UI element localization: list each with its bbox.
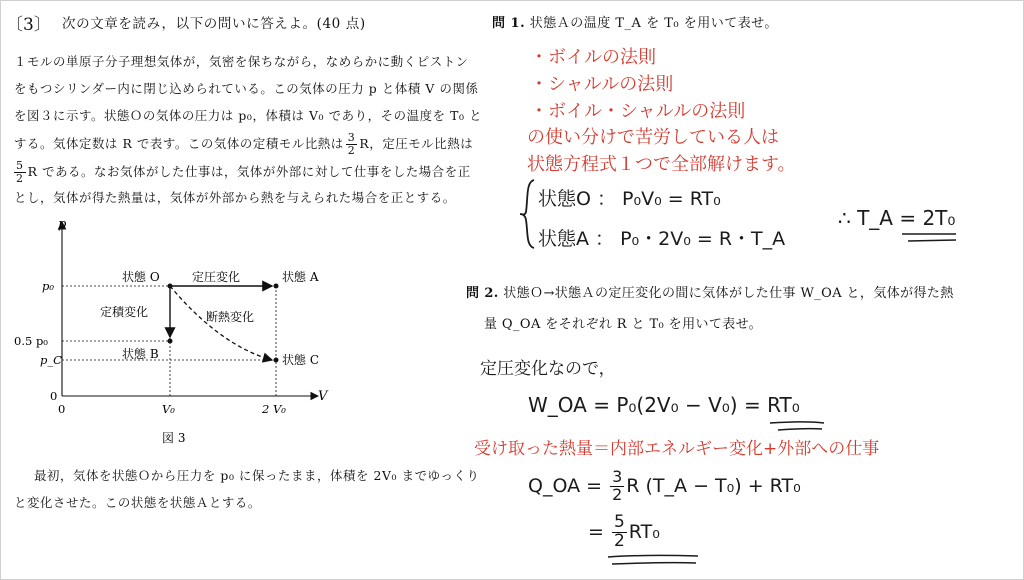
- paragraph-line-5: [12, 156, 471, 188]
- q2-heat-equation: [528, 468, 801, 504]
- figure-caption: 図 3: [162, 431, 186, 445]
- x-axis-label: V: [318, 389, 328, 404]
- q2-work-underline: [768, 418, 828, 434]
- y-axis-label: p: [58, 217, 67, 232]
- heat-fraction: [610, 469, 624, 504]
- label-state-o: 状態 O: [122, 270, 160, 284]
- paragraph-line-6: とし，気体が得た熱量は，気体が外部から熱を与えられた場合を正とする。: [14, 190, 456, 205]
- paragraph-line-2: をもつシリンダー内に閉じ込められている。この気体の圧力 p と体積 V の関係: [14, 81, 479, 96]
- q1-note-line-2: ・シャルルの法則: [530, 74, 674, 95]
- heat-rhs: R (T_A − T₀) + RT₀: [626, 475, 801, 497]
- heat-lhs: Q_OA =: [528, 475, 609, 497]
- fraction-denominator: 2: [347, 144, 356, 157]
- instruction: [62, 12, 366, 32]
- q2-work-equation: W_OA = P₀(2V₀ − V₀) = RT₀: [528, 393, 800, 417]
- tick-p0: p₀: [42, 279, 54, 293]
- tick-x-zero: 0: [58, 402, 66, 416]
- fraction-denominator: 2: [613, 531, 625, 551]
- problem-column: [0, 0, 485, 580]
- result-equals: =: [588, 521, 610, 543]
- q2-result-underline: [606, 552, 702, 570]
- q2-text-1: 状態Ｏ→状態Ａの定圧変化の間に気体がした仕事 W_OA と，気体が得た熱: [503, 286, 954, 301]
- paragraph-line-4a: する。気体定数は R で表す。この気体の定積モル比熱は: [14, 136, 344, 151]
- q1-equation-state-a: 状態A ： P₀・2V₀ = R・T_A: [538, 228, 786, 250]
- bottom-text-line-2: と変化させた。この状態を状態Ａとする。: [14, 495, 261, 510]
- tick-half-p0: 0.5 p₀: [14, 334, 48, 348]
- result-fraction: [612, 514, 627, 551]
- fraction-numerator: 5: [16, 159, 24, 173]
- point-a: [274, 284, 279, 289]
- fraction-5-2: [14, 160, 26, 184]
- q1-label: 問 1.: [492, 16, 526, 31]
- fraction-denominator: 2: [612, 485, 623, 504]
- label-isochoric: 定積変化: [100, 305, 149, 319]
- point-c: [274, 358, 279, 363]
- tick-2v0: 2 V₀: [262, 402, 286, 416]
- label-state-c: 状態 C: [282, 353, 319, 367]
- paragraph-line-1: １モルの単原子分子理想気体が，気密を保ちながら，なめらかに動くピストン: [14, 54, 469, 69]
- q1-note-line-4: の使い分けで苦労している人は: [527, 127, 779, 148]
- paragraph-line-5-text: R である。なお気体がした仕事は，気体が外部に対して仕事をした場合を正: [27, 164, 471, 179]
- q2-note: 定圧変化なので，: [480, 359, 616, 379]
- q2-first-law-rule: 受け取った熱量＝内部エネルギー変化+外部への仕事: [474, 439, 880, 459]
- problem-number-bracket: 〔3〕: [6, 15, 51, 35]
- q1-note-line-1: ・ボイルの法則: [530, 47, 656, 68]
- q1-answer-underline: [900, 230, 960, 246]
- pv-diagram: [0, 210, 360, 450]
- q2-prompt-line-1: [466, 282, 954, 301]
- fraction-numerator: 3: [347, 131, 356, 145]
- q1-prompt: [492, 12, 778, 31]
- q1-text: 状態Ａの温度 T_A を T₀ を用いて表せ。: [529, 16, 778, 31]
- paragraph-line-3: を図３に示す。状態Ｏの気体の圧力は p₀，体積は V₀ であり，その温度を T₀ と: [14, 108, 483, 123]
- fraction-denominator: 2: [16, 172, 24, 185]
- result-rt0: RT₀: [628, 521, 660, 543]
- q1-answer: ∴ T_A = 2T₀: [838, 206, 956, 230]
- q2-label: 問 2.: [466, 286, 499, 301]
- bottom-text-line-1: 最初，気体を状態Ｏから圧力を p₀ に保ったまま，体積を 2V₀ までゆっくり: [34, 468, 480, 483]
- fraction-numerator: 3: [612, 467, 623, 487]
- label-state-a: 状態 A: [282, 270, 319, 284]
- brace-icon: [518, 178, 538, 250]
- point-o: [168, 284, 173, 289]
- tick-pc: p_C: [40, 353, 62, 367]
- q2-heat-result: [588, 512, 660, 552]
- q2-prompt-line-2: 量 Q_OA をそれぞれ R と T₀ を用いて表せ。: [484, 317, 763, 332]
- label-isobaric: 定圧変化: [192, 270, 241, 284]
- fraction-3-2: [346, 132, 358, 156]
- fraction-numerator: 5: [613, 512, 625, 533]
- tick-y-zero: 0: [50, 389, 58, 403]
- label-adiabatic: 断熱変化: [206, 310, 255, 324]
- q1-equation-state-o: 状態O ： P₀V₀ = RT₀: [538, 188, 721, 210]
- paragraph-line-4b: R，定圧モル比熱は: [359, 136, 474, 151]
- q1-note-line-5: 状態方程式１つで全部解けます。: [527, 154, 796, 175]
- label-state-b: 状態 B: [122, 347, 159, 361]
- point-b: [168, 339, 173, 344]
- q1-note-line-3: ・ボイル・シャルルの法則: [530, 101, 746, 122]
- instruction-text: 次の文章を読み，以下の問いに答えよ。: [62, 16, 317, 32]
- problem-number: 3: [23, 15, 34, 35]
- tick-v0: V₀: [162, 402, 175, 416]
- points: (40 点): [316, 16, 366, 32]
